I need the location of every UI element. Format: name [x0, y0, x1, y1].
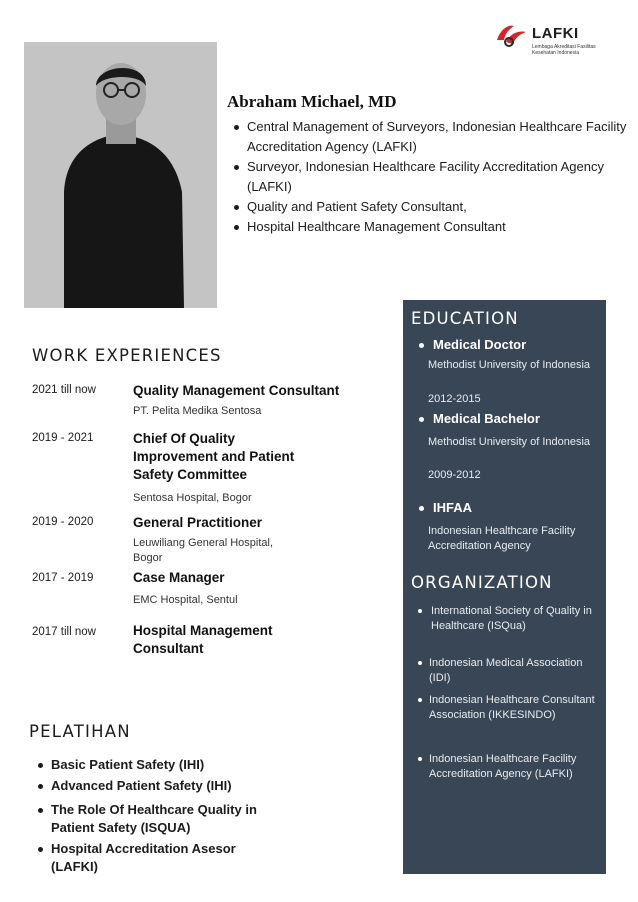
- training-list: [36, 756, 306, 876]
- work-role: General Practitioner: [133, 515, 263, 530]
- education-school: Indonesian Healthcare Facility Accreditation Agency: [428, 525, 576, 552]
- side-panel: [403, 300, 606, 874]
- training-item: Hospital Accreditation Asesor (LAFKI): [36, 840, 256, 876]
- education-heading: EDUCATION: [411, 309, 519, 328]
- role-item: Central Management of Surveyors, Indonesian Healthcare Facility Accreditation Agency (LAFKI): [230, 117, 630, 157]
- work-date: 2019 - 2020: [32, 516, 94, 528]
- training-heading: PELATIHAN: [29, 722, 131, 741]
- organization-item: International Society of Quality in Healthcare (ISQua): [417, 604, 597, 633]
- role-item: Hospital Healthcare Management Consultant: [230, 217, 630, 237]
- work-date: 2017 - 2019: [32, 572, 94, 584]
- work-date: 2021 till now: [32, 384, 96, 396]
- work-date: 2017 till now: [32, 626, 96, 638]
- lafki-logo: [494, 20, 614, 60]
- education-degree: Medical Bachelor: [417, 411, 540, 426]
- role-item: Surveyor, Indonesian Healthcare Facility Accreditation Agency (LAFKI): [230, 157, 630, 197]
- organization-item: Indonesian Healthcare Facility Accreditation Agency (LAFKI): [417, 752, 597, 781]
- work-organization: Leuwiliang General Hospital, Bogor: [133, 537, 274, 564]
- education-degree: IHFAA: [417, 500, 472, 515]
- organization-item: Indonesian Medical Association (IDI): [417, 656, 597, 685]
- organization-item: Indonesian Healthcare Consultant Association (IKKESINDO): [417, 693, 597, 722]
- work-organization: Sentosa Hospital, Bogor: [133, 492, 252, 504]
- lafki-emblem-icon: [494, 20, 530, 50]
- profile-name: Abraham Michael, MD: [227, 92, 397, 111]
- role-list: [230, 117, 630, 237]
- logo-subtitle: Lembaga Akreditasi Fasilitas Kesehatan Indonesia: [532, 44, 596, 56]
- work-role: Case Manager: [133, 570, 225, 585]
- role-item: Quality and Patient Safety Consultant,: [230, 197, 630, 217]
- work-role: Quality Management Consultant: [133, 383, 340, 398]
- education-school: Methodist University of Indonesia: [428, 436, 591, 448]
- work-role: Hospital Management Consultant: [133, 623, 273, 656]
- work-organization: PT. Pelita Medika Sentosa: [133, 405, 262, 417]
- organization-heading: ORGANIZATION: [411, 573, 553, 592]
- profile-photo: [24, 42, 217, 308]
- work-date: 2019 - 2021: [32, 432, 94, 444]
- education-school: Methodist University of Indonesia: [428, 359, 591, 371]
- work-role: Chief Of Quality Improvement and Patient Safety Committee: [133, 431, 295, 482]
- work-experiences-heading: WORK EXPERIENCES: [32, 346, 222, 365]
- training-item: Advanced Patient Safety (IHI): [36, 777, 306, 795]
- education-years: 2012-2015: [428, 393, 481, 405]
- education-degree: Medical Doctor: [417, 337, 526, 352]
- education-years: 2009-2012: [428, 469, 481, 481]
- logo-wordmark: LAFKI: [532, 25, 579, 42]
- work-organization: EMC Hospital, Sentul: [133, 594, 238, 606]
- training-item: Basic Patient Safety (IHI): [36, 756, 306, 774]
- training-item: The Role Of Healthcare Quality in Patient Safety (ISQUA): [36, 801, 276, 837]
